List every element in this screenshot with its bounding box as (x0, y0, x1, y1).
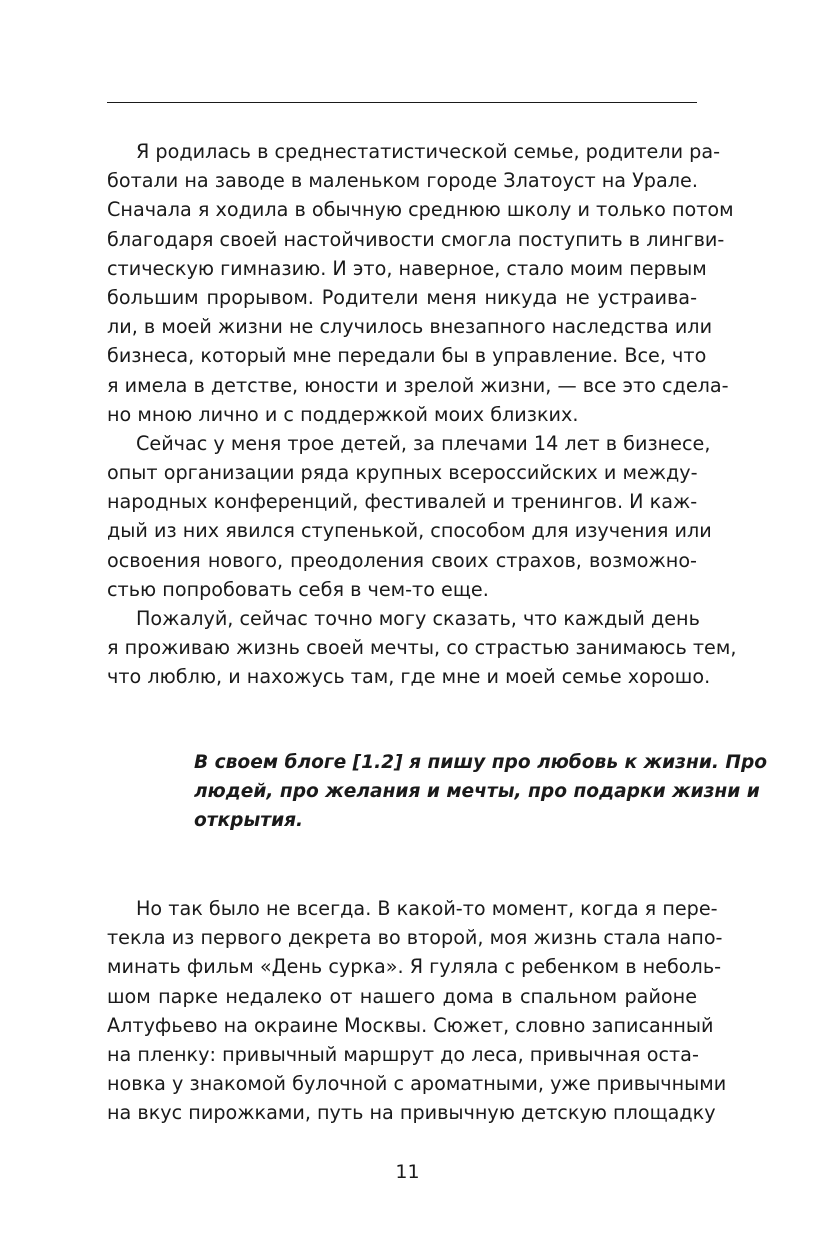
paragraph (107, 137, 734, 429)
text-line: бизнеса, который мне передали бы в управление. Все, что (107, 344, 707, 368)
paragraph (107, 894, 727, 1128)
text-line: стическую гимназию. И это, наверное, стало моим первым (107, 256, 707, 280)
text-line: что люблю, и нахожусь там, где мне и моей семье хорошо. (107, 665, 711, 689)
text-line: на пленку: привычный маршрут до леса, привычная оста- (107, 1042, 699, 1066)
page-number: 11 (395, 1161, 420, 1183)
pull-quote (194, 748, 768, 836)
quote-line: В своем блоге [1.2] я пишу про любовь к жизни. Про (194, 752, 768, 773)
text-line: народных конференций, фестивалей и тренингов. И каж- (107, 490, 698, 514)
text-line: новка у знакомой булочной с ароматными, уже привычными (107, 1072, 727, 1096)
paragraph (107, 604, 737, 692)
quote-line: людей, про желания и мечты, про подарки жизни и (194, 781, 760, 803)
text-line: дый из них явился ступенькой, способом для изучения или (107, 519, 712, 543)
text-line: Алтуфьево на окраине Москвы. Сюжет, словно записанный (107, 1013, 714, 1037)
text-line: Пожалуй, сейчас точно могу сказать, что каждый день (136, 607, 700, 630)
text-line: благодаря своей настойчивости смогла поступить в лингви- (107, 227, 725, 251)
text-line: ботали на заводе в маленьком городе Златоуст на Урале. (107, 169, 698, 193)
text-line: Сначала я ходила в обычную среднюю школу и только потом (107, 198, 734, 222)
text-line: но мною лично и с поддержкой моих близких. (107, 402, 579, 426)
text-line: я имела в детстве, юности и зрелой жизни, — все это сдела- (107, 373, 729, 397)
text-line: текла из первого декрета во второй, моя жизнь стала напо- (107, 926, 723, 950)
text-line: шом парке недалеко от нашего дома в спальном районе (107, 984, 697, 1008)
text-line: ли, в моей жизни не случилось внезапного наследства или (107, 315, 713, 339)
body-text-top (107, 137, 737, 692)
text-line: на вкус пирожками, путь на привычную детскую площадку (107, 1101, 716, 1125)
text-line: Но так было не всегда. В какой-то момент, когда я пере- (136, 897, 718, 920)
text-line: стью попробовать себя в чем-то еще. (107, 577, 489, 601)
text-line: минать фильм «День сурка». Я гуляла с ребенком в неболь- (107, 955, 722, 979)
header-rule (107, 102, 697, 103)
text-line: опыт организации ряда крупных всероссийских и между- (107, 461, 698, 485)
text-line: Сейчас у меня трое детей, за плечами 14 лет в бизнесе, (136, 431, 711, 455)
text-line: Я родилась в среднестатистической семье, родители ра- (136, 140, 721, 163)
paragraph (107, 429, 712, 604)
text-line: я проживаю жизнь своей мечты, со страстью занимаюсь тем, (107, 636, 737, 660)
body-text-bottom (107, 894, 727, 1128)
text-line: большим прорывом. Родители меня никуда не устраива- (107, 285, 697, 309)
text-line: освоения нового, преодоления своих страхов, возможно- (107, 548, 697, 572)
quote-line: открытия. (194, 810, 304, 832)
